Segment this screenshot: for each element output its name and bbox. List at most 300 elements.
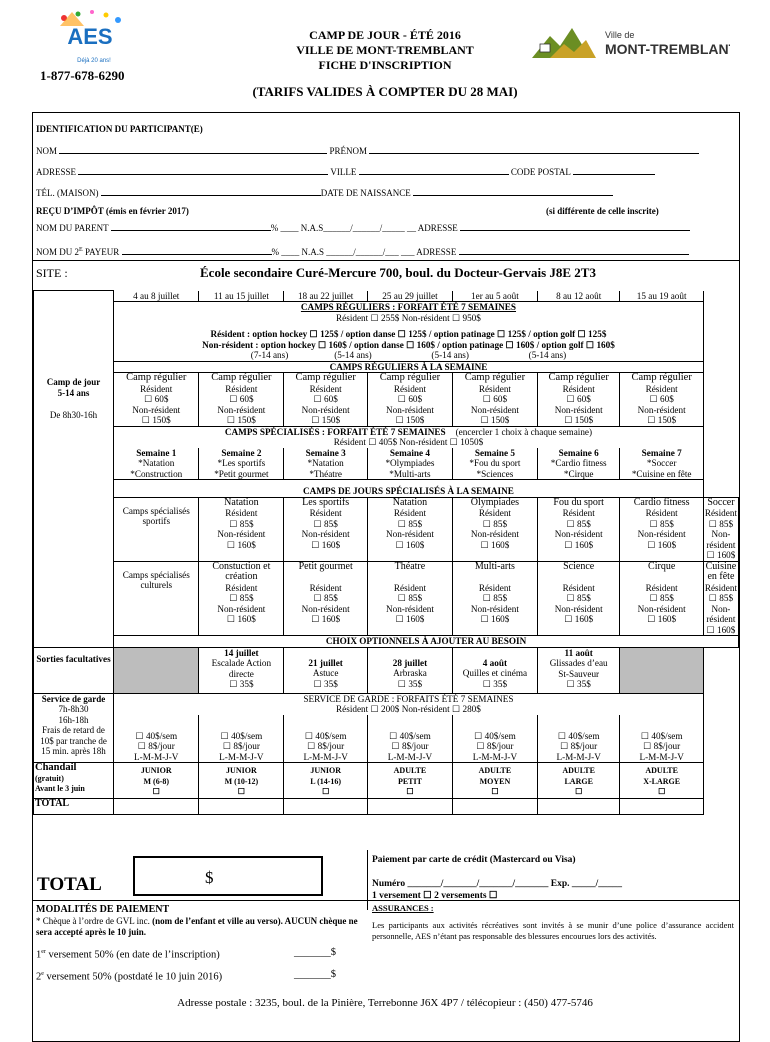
camp-sportif-price: Résident (309, 508, 342, 518)
camp-regulier-price: Non-résident (637, 404, 686, 415)
chandail-size: LARGE (564, 776, 593, 786)
camp-culturel-price: ☐ 85$ (566, 593, 591, 603)
camp-sportif-price: ☐ 85$ (482, 518, 508, 529)
chandail-size: JUNIOR (310, 766, 341, 775)
camp-sportif-price: Non-résident (217, 529, 266, 539)
sortie-cell (620, 647, 703, 693)
schedule-table (33, 290, 739, 815)
camp-regulier-price: ☐ 60$ (649, 394, 674, 404)
camp-regulier-price: ☐ 150$ (311, 415, 341, 425)
parent-row (36, 222, 736, 234)
camp-culturel-cell[interactable] (199, 561, 284, 636)
options-resident: Résident : option hockey ☐ 125$ / option danse ☐ 125$ / option patinage ☐ 125$ / option golf ☐ 125$ (210, 329, 607, 339)
chandail-size-cell[interactable] (620, 763, 703, 799)
prenom-field[interactable] (369, 145, 699, 154)
camp-culturel-price: ☐ 160$ (395, 614, 425, 624)
camp-sportif-name: Natation (224, 496, 259, 508)
forfait-specialises-cell (114, 426, 704, 448)
camp-culturel-price: Non-résident (301, 603, 350, 614)
garde-option: ☐ 40$/sem (557, 730, 600, 741)
sortie-date: 14 juillet (224, 647, 259, 658)
camp-culturel-price: Non-résident (385, 603, 434, 614)
semaine-label: Semaine 5 (474, 447, 515, 458)
camp-sportif-price: ☐ 85$ (397, 518, 423, 529)
garde-line: Résident ☐ 200$ Non-résident ☐ 280$ (336, 704, 481, 714)
tel-field[interactable] (101, 187, 321, 196)
chandail-label: Chandail (35, 762, 77, 773)
camp-regulier-price: Résident (140, 383, 173, 394)
week-header (452, 291, 537, 302)
adresse-field[interactable] (78, 166, 328, 175)
culturels-label: Camps spécialisés culturels (122, 569, 190, 590)
adresse-parent-field[interactable] (460, 222, 690, 231)
camp-regulier-label: Camp régulier (379, 372, 441, 383)
garde-hours-1: 7h-8h30 (58, 704, 89, 714)
sortie-cell[interactable] (452, 647, 537, 693)
chandail-checkbox[interactable]: ☐ (658, 787, 666, 796)
camp-culturel-price: ☐ 85$ (482, 593, 508, 603)
chandail-size-cell[interactable] (452, 763, 537, 799)
semaine-reguliers-title-cell (114, 361, 704, 373)
chandail-checkbox[interactable]: ☐ (406, 787, 414, 796)
camp-sportif-cell[interactable] (537, 497, 620, 561)
camp-culturel-price: Non-résident (217, 603, 266, 614)
camp-culturel-name: Science (563, 560, 595, 572)
camp-regulier-cell[interactable] (199, 373, 284, 427)
camp-sportif-price: Non-résident (554, 529, 603, 539)
camp-culturel-name: Cirque (648, 560, 676, 572)
sortie-cell (114, 647, 199, 693)
camp-sportif-name: Les sportifs (302, 496, 350, 508)
semaine-specialise-cell[interactable] (367, 448, 452, 480)
adresse-payeur-field[interactable] (459, 246, 689, 255)
semaine-option: *Théatre (309, 468, 342, 479)
paiement-numero[interactable]: Numéro _______/_______/_______/_______ Exp. _____/_____ (372, 879, 622, 889)
garde-option: L-M-M-J-V (387, 751, 433, 762)
garde-option: ☐ 8$/jour (137, 741, 175, 751)
camp-sportif-price: Non-résident (706, 529, 736, 550)
camp-regulier-price: ☐ 150$ (647, 415, 677, 425)
garde-label-cell (34, 693, 114, 763)
camp-regulier-cell[interactable] (537, 373, 620, 427)
camp-regulier-price: Résident (309, 383, 342, 394)
camp-culturel-cell[interactable] (537, 561, 620, 636)
camp-sportif-cell[interactable] (620, 497, 703, 561)
week-header (114, 291, 199, 302)
sortie-detail: Escalade Action (211, 658, 272, 668)
semaine-option: *Construction (130, 468, 183, 479)
garde-cell[interactable] (114, 715, 199, 763)
logo-ville-de: Ville de (605, 30, 635, 40)
versement-2: 2e versement 50% (postdaté le 10 juin 2016) _______$ (36, 968, 336, 982)
semaine-specialise-cell[interactable] (114, 448, 199, 480)
camp-culturel-price: Non-résident (706, 603, 736, 624)
sortie-detail: directe (228, 668, 254, 679)
chandail-avant: Avant le 3 juin (35, 784, 85, 793)
camp-sportif-price: ☐ 160$ (226, 539, 256, 550)
garde-option: ☐ 8$/jour (560, 741, 598, 751)
total-cell[interactable] (537, 798, 620, 814)
chandail-size-cell[interactable] (537, 763, 620, 799)
recu-row (36, 206, 736, 217)
week-label: 18 au 22 juillet (297, 290, 354, 301)
chandail-checkbox[interactable]: ☐ (152, 787, 160, 796)
week-label: 25 au 29 juillet (382, 290, 438, 301)
week-header (284, 291, 368, 302)
camp-regulier-price: Non-résident (470, 404, 519, 415)
camp-sportif-price: ☐ 160$ (480, 539, 510, 550)
chandail-size: MOYEN (479, 776, 511, 786)
nom-parent-field[interactable] (111, 222, 271, 231)
garde-cell[interactable] (284, 715, 368, 763)
aes-logo (44, 6, 136, 66)
semaine-reguliers-title: CAMPS RÉGULIERS À LA SEMAINE (329, 361, 488, 372)
site-label: SITE : (36, 266, 68, 280)
camp-culturel-cell[interactable] (367, 561, 452, 636)
camp-culturel-price: ☐ 85$ (708, 593, 734, 603)
camp-regulier-label: Camp régulier (548, 372, 609, 383)
camp-culturel-price: ☐ 160$ (311, 614, 341, 624)
camp-regulier-label: Camp régulier (295, 372, 356, 383)
si-differente-label: (si différente de celle inscrite) (546, 206, 659, 216)
paiement-title: Paiement par carte de crédit (Mastercard ou Visa) (372, 855, 576, 865)
chandail-checkbox[interactable]: ☐ (237, 787, 245, 796)
camp-label-title: Camp de jour (46, 377, 101, 387)
camp-regulier-label: Camp régulier (211, 372, 272, 383)
semaine-option: *Petit gourmet (214, 468, 269, 479)
chandail-size-cell[interactable] (284, 763, 368, 799)
chandail-size: ADULTE (478, 766, 512, 775)
identification-title: IDENTIFICATION DU PARTICIPANT(E) (36, 124, 203, 134)
camp-culturel-price: ☐ 85$ (649, 593, 674, 603)
camp-regulier-price: ☐ 150$ (226, 415, 256, 425)
camp-culturel-price: ☐ 85$ (313, 593, 338, 603)
camp-sportif-price: ☐ 85$ (708, 518, 734, 529)
sortie-date: 28 juillet (392, 657, 428, 668)
phone-number: 1-877-678-6290 (40, 68, 125, 83)
camp-regulier-price: ☐ 60$ (229, 394, 254, 404)
forfait-reguliers-title: CAMPS RÉGULIERS : FORFAIT ÉTÉ 7 SEMAINES (300, 302, 517, 312)
sortie-detail: ☐ 35$ (397, 678, 423, 689)
camp-sportif-price: ☐ 160$ (647, 539, 677, 550)
camp-culturel-cell[interactable] (452, 561, 537, 636)
camp-regulier-price: Non-résident (554, 404, 603, 415)
total-cell[interactable] (199, 798, 284, 814)
garde-option: ☐ 40$/sem (304, 730, 347, 741)
camp-regulier-price: ☐ 150$ (480, 415, 510, 425)
garde-cell[interactable] (199, 715, 284, 763)
garde-option: L-M-M-J-V (134, 751, 179, 762)
nom-label: NOM (36, 146, 58, 156)
camp-sportif-cell[interactable] (452, 497, 537, 561)
garde-option: ☐ 40$/sem (389, 730, 431, 741)
divider-assurances (368, 900, 739, 901)
camp-sportif-price: ☐ 85$ (313, 518, 338, 529)
ville-label: VILLE (330, 167, 357, 177)
week-label: 15 au 19 août (636, 290, 687, 301)
camp-sportif-price: Résident (478, 508, 511, 518)
semaine-label: Semaine 1 (136, 447, 177, 458)
camp-regulier-price: Résident (478, 383, 511, 394)
camp-sportif-price: ☐ 85$ (229, 518, 254, 529)
total-cell[interactable] (452, 798, 537, 814)
sortie-cell[interactable] (367, 647, 452, 693)
camp-culturel-price: Résident (704, 582, 737, 593)
forfait-specialises-note: (encercler 1 choix à chaque semaine) (455, 426, 593, 437)
total-input[interactable] (133, 856, 323, 896)
chandail-checkbox[interactable]: ☐ (575, 787, 583, 796)
tarifs-notice: (TARIFS VALIDES À COMPTER DU 28 MAI) (252, 84, 518, 99)
camp-sportif-price: ☐ 160$ (564, 539, 594, 550)
camp-culturel-price: Résident (562, 582, 595, 593)
total-row-label-cell (34, 798, 114, 814)
garde-option: ☐ 40$/sem (220, 730, 263, 741)
camp-sportif-cell[interactable] (284, 497, 368, 561)
garde-option: ☐ 8$/jour (643, 741, 681, 751)
forfait-reguliers-cell (114, 302, 704, 362)
choix-optionnels-title-cell (114, 636, 739, 648)
site-value: École secondaire Curé-Mercure 700, boul. du Docteur-Gervais J8E 2T3 (200, 265, 596, 280)
assurances-title: ASSURANCES : (372, 903, 434, 913)
total-cell[interactable] (367, 798, 452, 814)
date-naissance-label: DATE DE NAISSANCE (320, 188, 411, 198)
total-currency: $ (205, 868, 214, 887)
camp-sportif-name: Cardio fitness (633, 496, 690, 508)
camp-culturel-price: Non-résident (554, 603, 603, 614)
semaine-specialise-cell[interactable] (284, 448, 368, 480)
chandail-size: ADULTE (645, 766, 678, 775)
adresse-label: ADRESSE (36, 167, 77, 177)
semaine-option: *Les sportifs (217, 458, 266, 468)
sortie-detail: Quilles et cinéma (462, 668, 528, 678)
semaine-label: Semaine 6 (558, 447, 599, 458)
camp-regulier-label: Camp régulier (126, 372, 187, 383)
garde-option: L-M-M-J-V (639, 751, 684, 762)
sortie-detail: Arbraska (393, 668, 427, 678)
logo-mont-tremblant: MONT-TREMBLANT (605, 41, 730, 57)
paiement-versements[interactable]: 1 versement ☐ 2 versements ☐ (372, 891, 498, 901)
garde-option: ☐ 40$/sem (640, 730, 683, 741)
semaine-option: *Natation (307, 458, 344, 468)
forfait-specialises-title: CAMPS SPÉCIALISÉS : FORFAIT ÉTÉ 7 SEMAINES (224, 426, 446, 437)
garde-option: L-M-M-J-V (556, 751, 601, 762)
nom-prenom-row (36, 145, 736, 157)
sortie-detail: ☐ 35$ (229, 679, 254, 689)
total-cell[interactable] (284, 798, 368, 814)
footer-address: Adresse postale : 3235, boul. de la Pinière, Terrebonne J6X 4P7 / télécopieur : (450) 477-5746 (177, 997, 593, 1009)
camp-sportif-price: Résident (225, 508, 258, 518)
sortie-detail: Glissades d’eau (549, 658, 608, 668)
recu-label: REÇU D’IMPÔT (émis en février 2017) (36, 206, 189, 216)
camp-regulier-price: Résident (225, 383, 258, 394)
camp-culturel-cell[interactable] (284, 561, 368, 636)
camp-culturel-price: ☐ 160$ (564, 614, 594, 624)
total-cell[interactable] (114, 798, 199, 814)
garde-option: L-M-M-J-V (472, 751, 518, 762)
semaine-specialise-cell[interactable] (537, 448, 620, 480)
chandail-size: JUNIOR (226, 766, 257, 775)
garde-cell[interactable] (452, 715, 537, 763)
camp-sportif-price: Non-résident (470, 529, 519, 539)
camp-culturel-name: Petit gourmet (298, 560, 353, 572)
chandail-size-cell[interactable] (367, 763, 452, 799)
camp-regulier-price: ☐ 60$ (313, 394, 338, 404)
total-row-label: TOTAL (35, 797, 70, 809)
semaine-specialise-cell[interactable] (199, 448, 284, 480)
week-header (537, 291, 620, 302)
chandail-checkbox[interactable]: ☐ (322, 787, 330, 796)
nom-field[interactable] (59, 145, 327, 154)
garde-option: ☐ 8$/jour (307, 741, 345, 751)
mont-tremblant-logo (530, 18, 730, 66)
sortie-cell[interactable] (199, 647, 284, 693)
versement-1: 1er versement 50% (en date de l’inscription) _______$ (36, 947, 336, 961)
camp-label-ages: 5-14 ans (57, 387, 90, 398)
camp-culturel-name: Théatre (394, 560, 426, 572)
sortie-detail: Astuce (312, 668, 339, 678)
week-header (620, 291, 703, 302)
week-label: 11 au 15 juillet (213, 290, 269, 301)
garde-label: Service de garde (41, 693, 106, 704)
camp-regulier-price: Non-résident (301, 404, 350, 415)
sortie-cell[interactable] (537, 647, 620, 693)
semaine-specialise-cell[interactable] (620, 448, 703, 480)
assurances-text: Les participants aux activités récréatives sont invités à se munir d’une police d’assurance accident personnelle, AES n’étant pas responsable des blessures encourues lors des activités. (372, 920, 734, 941)
camp-regulier-cell[interactable] (452, 373, 537, 427)
camp-sportif-cell[interactable] (703, 497, 738, 561)
jours-specialises-title: CAMPS DE JOURS SPÉCIALISÉS À LA SEMAINE (303, 486, 514, 496)
camp-regulier-price: Résident (393, 383, 427, 394)
camp-culturel-price: Résident (309, 582, 342, 593)
sortie-cell[interactable] (284, 647, 368, 693)
semaine-label: Semaine 2 (221, 447, 262, 458)
tel-label: TÉL. (MAISON) (36, 188, 99, 198)
garde-title-line (115, 694, 702, 705)
semaine-option: *Multi-arts (389, 468, 431, 479)
aes-logo-sub: Déjà 20 ans! (77, 58, 111, 64)
garde-cell[interactable] (620, 715, 703, 763)
camp-sportif-cell[interactable] (199, 497, 284, 561)
camp-culturel-cell[interactable] (703, 561, 738, 636)
camp-regulier-price: Non-résident (385, 404, 434, 415)
semaine-option: *Soccer (646, 458, 677, 468)
forfait-reguliers-line: Résident ☐ 255$ Non-résident ☐ 950$ (336, 312, 481, 323)
camp-regulier-cell[interactable] (114, 373, 199, 427)
divider-modalites (33, 900, 368, 901)
camp-sportif-cell[interactable] (367, 497, 452, 561)
camp-sportif-name: Olympiades (470, 496, 520, 508)
sortie-date: 11 août (564, 647, 593, 658)
chandail-checkbox[interactable]: ☐ (491, 787, 499, 796)
camp-regulier-price: Résident (562, 383, 595, 394)
modalites-cheque: * Chèque à l’ordre de GVL inc. (nom de l’enfant et ville au verso). AUCUN chèque ne sera accepté après le 10 juin. (36, 916, 358, 937)
camp-regulier-price: Résident (645, 383, 678, 394)
camp-culturel-price: Résident (393, 582, 427, 593)
total-cell[interactable] (620, 798, 703, 814)
modalites-title: MODALITÉS DE PAIEMENT (36, 904, 170, 915)
aes-logo-text: AES (67, 24, 113, 49)
semaine-option: *Cirque (563, 468, 594, 479)
camp-regulier-price: ☐ 150$ (141, 415, 171, 425)
nom-payeur-field[interactable] (122, 246, 272, 255)
sortie-detail: St-Sauveur (558, 668, 600, 679)
garde-option: ☐ 8$/jour (222, 741, 260, 751)
semaine-label: Semaine 7 (641, 447, 682, 458)
camp-sportif-name: Fou du sport (553, 496, 604, 508)
chandail-size: ADULTE (393, 766, 427, 775)
header-line1: CAMP DE JOUR - ÉTÉ 2016 (309, 28, 461, 42)
camp-culturel-price: ☐ 85$ (229, 593, 254, 603)
camp-culturel-price: ☐ 160$ (706, 624, 736, 635)
chandail-size: PETIT (397, 776, 422, 786)
chandail-size: ADULTE (562, 766, 595, 775)
camp-regulier-price: ☐ 60$ (397, 394, 423, 404)
camp-sportif-price: Non-résident (385, 529, 434, 539)
total-label: TOTAL (37, 874, 102, 895)
camp-regulier-price: ☐ 150$ (564, 415, 594, 425)
culturels-label-cell (114, 561, 199, 636)
garde-title: SERVICE DE GARDE : FORFAITS ÉTÉ 7 SEMAINES (303, 693, 514, 704)
camp-culturel-price: ☐ 160$ (226, 614, 256, 624)
camp-regulier-cell[interactable] (620, 373, 703, 427)
nom-payeur-label: NOM DU $2^E$ PAYEUR (36, 247, 120, 257)
sortie-date: 21 juillet (308, 657, 343, 668)
garde-option: ☐ 40$/sem (474, 730, 516, 741)
ville-field[interactable] (359, 166, 509, 175)
garde-forfait-cell[interactable] (114, 693, 704, 715)
code-postal-field[interactable] (573, 166, 655, 175)
options-non-resident: Non-résident : option hockey ☐ 160$ / option danse ☐ 160$ / option patinage ☐ 160$ / option golf ☐ 160$ (202, 339, 615, 350)
sportifs-label-cell (114, 497, 199, 561)
garde-option: L-M-M-J-V (303, 751, 348, 762)
garde-cell[interactable] (367, 715, 452, 763)
sorties-label-cell (34, 647, 114, 693)
camp-regulier-price: Non-résident (217, 404, 266, 415)
camp-sportif-price: Non-résident (637, 529, 686, 539)
camp-sportif-name: Natation (392, 496, 428, 508)
week-label: 8 au 12 août (556, 290, 602, 301)
prenom-label: PRÉNOM (329, 146, 368, 156)
camp-culturel-price: Non-résident (637, 603, 686, 614)
week-header (199, 291, 284, 302)
semaine-option: *Olympiades (385, 458, 435, 468)
date-naissance-field[interactable] (413, 187, 613, 196)
chandail-size-cell[interactable] (114, 763, 199, 799)
camp-regulier-price: ☐ 60$ (144, 394, 169, 404)
semaine-label: Semaine 3 (305, 447, 346, 458)
camp-culturel-price: Résident (645, 582, 678, 593)
garde-cell[interactable] (537, 715, 620, 763)
camp-regulier-cell[interactable] (367, 373, 452, 427)
camp-sportif-price: Résident (704, 508, 737, 518)
chandail-size: L (14-16) (310, 776, 342, 786)
nas-adresse-2: % ____ N.A.S ______/______/___ ___ ADRESSE (271, 247, 457, 257)
semaine-label: Semaine 4 (389, 447, 430, 458)
camp-culturel-cell[interactable] (620, 561, 703, 636)
chandail-size-cell[interactable] (199, 763, 284, 799)
semaine-specialise-cell[interactable] (452, 448, 537, 480)
camp-regulier-cell[interactable] (284, 373, 368, 427)
garde-option: ☐ 8$/jour (476, 741, 514, 751)
camp-regulier-price: ☐ 150$ (395, 415, 425, 425)
chandail-size: M (6-8) (143, 776, 170, 786)
header-line2: VILLE DE MONT-TREMBLANT (296, 43, 474, 57)
camp-sportif-price: ☐ 160$ (706, 550, 736, 560)
sortie-date: 4 août (482, 657, 508, 668)
chandail-size: X-LARGE (643, 776, 681, 786)
camp-culturel-name: Cuisine en fête (705, 560, 737, 582)
camp-sportif-price: Non-résident (301, 529, 350, 539)
